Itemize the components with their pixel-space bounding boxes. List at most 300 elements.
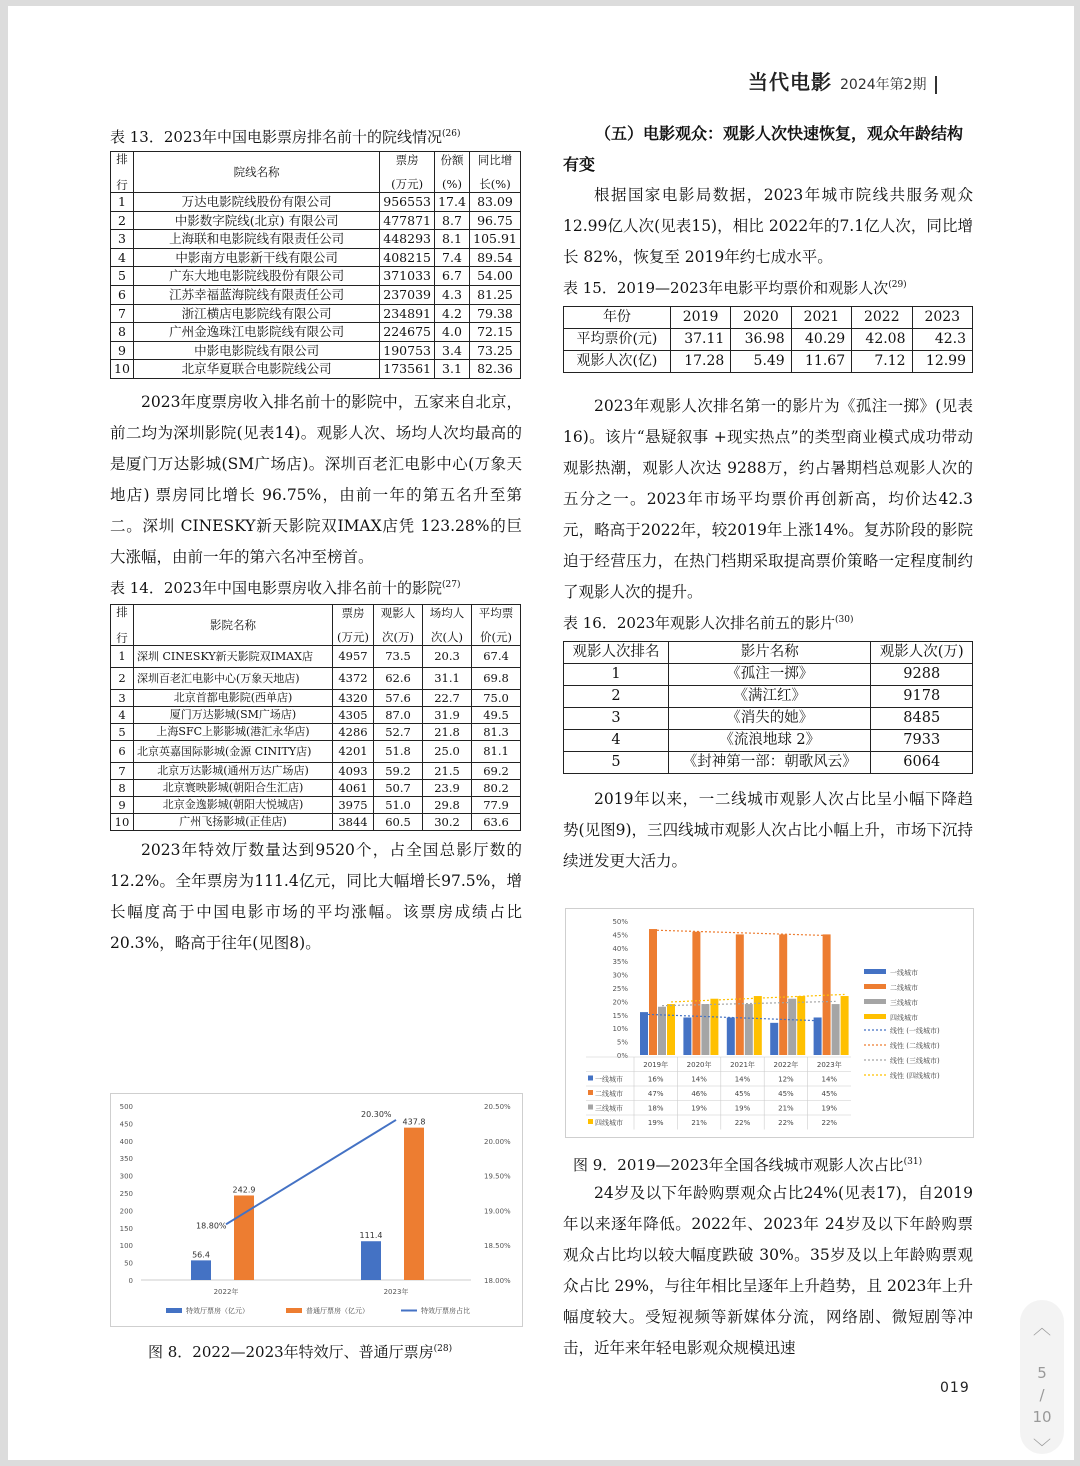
table-cell: 中影南方电影新干线有限公司 xyxy=(134,248,380,267)
table-cell: 深圳百老汇电影中心(万象天地店) xyxy=(134,667,333,689)
table-cell: 49.5 xyxy=(472,706,521,723)
para-city-tiers: 2019年以来，一二线城市观影人次占比呈小幅下降趋势(见图9)，三四线城市观影人次占比小幅上升，市场下沉持续迸发更大活力。 xyxy=(563,790,973,870)
table-series-label: 四线城市 xyxy=(595,1119,623,1127)
magazine-header xyxy=(748,66,937,95)
table-cell: 29.8 xyxy=(423,796,472,813)
table-cell: 平均票价(元) xyxy=(564,329,671,351)
prev-page-icon[interactable]: ︿ xyxy=(1033,1318,1051,1339)
table-header-cell: 影片名称 xyxy=(669,642,871,664)
table-cell: 2 xyxy=(111,211,134,230)
table-cell: 5 xyxy=(111,267,134,286)
table-row xyxy=(564,730,973,752)
table-header-cell: 2019 xyxy=(670,307,730,329)
figure9-chart xyxy=(565,908,974,1138)
table-cell: 深圳 CINESKY新天影院双IMAX店 xyxy=(134,645,333,667)
bar-3 xyxy=(754,996,762,1055)
table-cell: 52.7 xyxy=(374,723,423,740)
table-row xyxy=(111,813,521,830)
table-cell: 4093 xyxy=(333,762,374,779)
y-tick-label: 20% xyxy=(612,998,628,1007)
bar-0 xyxy=(814,1017,822,1055)
table-cell: 4.2 xyxy=(435,304,470,323)
table-cell: 江苏幸福蓝海院线有限责任公司 xyxy=(134,285,380,304)
table-cell: 7 xyxy=(111,762,134,779)
figure8-chart xyxy=(110,1093,523,1327)
table-cell: 北京万达影城(通州万达广场店) xyxy=(134,762,333,779)
table-cell: 224675 xyxy=(380,323,435,342)
bar-special xyxy=(191,1260,211,1280)
table-cell: 上海联和电影院线有限责任公司 xyxy=(134,230,380,249)
table-value: 19% xyxy=(734,1104,751,1113)
table-swatch xyxy=(588,1119,593,1124)
bar-1 xyxy=(823,934,831,1055)
table-row xyxy=(111,285,521,304)
y-tick-label: 5% xyxy=(616,1038,628,1047)
line-label: 20.30% xyxy=(361,1109,392,1119)
total-pages: 10 xyxy=(1032,1408,1052,1426)
para-age: 24岁及以下年龄购票观众占比24%(见表17)，自2019年以来逐年降低。2022年、2023年 24岁及以下年龄购票观众占比均以较大幅度跌破 30%。35岁及以上年龄购票观众占比 29%，与往年相比呈逐年上升趋势，且 2023年上升幅度较大。受短视频等新媒体分流，网络剧、微短剧等冲击，近年来年轻电影观众规模迅速 xyxy=(563,1184,973,1357)
table-series-label: 三线城市 xyxy=(595,1104,623,1113)
table-cell: 87.0 xyxy=(374,706,423,723)
legend-swatch xyxy=(864,969,886,974)
table-cell: 4957 xyxy=(333,645,374,667)
table-cell: 51.0 xyxy=(374,796,423,813)
table-cell: 9178 xyxy=(871,686,973,708)
y-tick-label: 400 xyxy=(119,1137,133,1146)
table-value: 16% xyxy=(647,1075,664,1084)
table-cell: 《孤注一掷》 xyxy=(669,664,871,686)
data-label: 242.9 xyxy=(232,1185,256,1195)
y-tick-label: 250 xyxy=(119,1190,133,1198)
data-label: 437.8 xyxy=(402,1117,426,1127)
bar-3 xyxy=(710,999,718,1055)
y-tick-label: 100 xyxy=(119,1242,133,1251)
y-tick-label: 10% xyxy=(612,1025,628,1034)
table-row xyxy=(564,664,973,686)
table-cell: 89.54 xyxy=(470,248,521,267)
issue-label: 2024年第2期 xyxy=(840,77,927,93)
table-cell: 67.4 xyxy=(472,645,521,667)
table-value: 21% xyxy=(778,1104,794,1113)
table-cell: 1 xyxy=(111,193,134,212)
table-row xyxy=(564,329,973,351)
x-tick-label: 2023年 xyxy=(383,1288,409,1296)
table-cell: 82.36 xyxy=(470,360,521,379)
table-value: 22% xyxy=(778,1119,794,1127)
table-cell: 80.2 xyxy=(472,779,521,796)
table-row xyxy=(111,740,521,762)
y-tick-label: 35% xyxy=(612,958,628,967)
table-cell: 3 xyxy=(111,689,134,706)
table-cell: 60.5 xyxy=(374,813,423,830)
table-cell: 4305 xyxy=(333,706,374,723)
table-cell: 中影数字院线(北京) 有限公司 xyxy=(134,211,380,230)
table-cell: 4 xyxy=(564,730,669,752)
table-cell: 6064 xyxy=(871,752,973,774)
para-audience: 根据国家电影局数据，2023年城市院线共服务观众 12.99亿人次(见表15)，相比 2022年的7.1亿人次，同比增长 82%，恢复至 2019年约七成水平。 xyxy=(563,186,973,266)
table-cell: 观影人次(亿) xyxy=(564,351,671,373)
table-cell: 7.4 xyxy=(435,248,470,267)
table-cell: 3 xyxy=(564,708,669,730)
table-swatch xyxy=(588,1105,593,1110)
table-cell: 广东大地电影院线股份有限公司 xyxy=(134,267,380,286)
table-cell: 11.67 xyxy=(791,351,851,373)
x-tick-label: 2021年 xyxy=(730,1061,755,1069)
y2-tick-label: 19.50% xyxy=(484,1172,511,1181)
bar-1 xyxy=(736,934,744,1055)
table-row xyxy=(564,752,973,774)
table-cell: 5.49 xyxy=(731,351,791,373)
table-swatch xyxy=(588,1090,593,1095)
bar-0 xyxy=(727,1017,735,1055)
bar-2 xyxy=(658,1007,666,1055)
table-header-cell: 2022 xyxy=(852,307,912,329)
table-cell: 23.9 xyxy=(423,779,472,796)
legend-swatch xyxy=(864,999,886,1004)
table-cell: 956553 xyxy=(380,193,435,212)
table-cell: 54.00 xyxy=(470,267,521,286)
legend-label: 线性 (三线城市) xyxy=(890,1057,940,1065)
table-row xyxy=(111,248,521,267)
table-cell: 《消失的她》 xyxy=(669,708,871,730)
table-row xyxy=(111,796,521,813)
table-cell: 59.2 xyxy=(374,762,423,779)
table-cell: 81.1 xyxy=(472,740,521,762)
table-cell: 69.8 xyxy=(472,667,521,689)
table-cell: 北京首都电影院(西单店) xyxy=(134,689,333,706)
bar-normal xyxy=(404,1128,424,1280)
legend-label: 特效厅票房（亿元） xyxy=(186,1307,249,1315)
bar-3 xyxy=(797,996,805,1055)
table-cell: 10 xyxy=(111,360,134,379)
right-column xyxy=(563,118,973,877)
data-label: 111.4 xyxy=(359,1231,383,1241)
table-header-cell: 年份 xyxy=(564,307,671,329)
table-cell: 477871 xyxy=(380,211,435,230)
table-row xyxy=(111,267,521,286)
line-label: 18.80% xyxy=(196,1221,227,1231)
y-tick-label: 450 xyxy=(119,1120,133,1129)
y2-tick-label: 18.00% xyxy=(484,1277,511,1285)
table-row xyxy=(111,193,521,212)
table-cell: 《满江红》 xyxy=(669,686,871,708)
table-cell: 北京金逸影城(朝阳大悦城店) xyxy=(134,796,333,813)
y-tick-label: 500 xyxy=(119,1103,133,1111)
bar-2 xyxy=(745,1004,753,1055)
table-cell: 42.08 xyxy=(852,329,912,351)
table-swatch xyxy=(588,1076,593,1081)
bar-0 xyxy=(683,1017,691,1055)
legend-label: 三线城市 xyxy=(890,999,918,1007)
table-cell: 广州金逸珠江电影院线有限公司 xyxy=(134,323,380,342)
table-cell: 57.6 xyxy=(374,689,423,706)
table-cell: 《流浪地球 2》 xyxy=(669,730,871,752)
table-cell: 9 xyxy=(111,341,134,360)
table-cell: 上海SFC上影影城(港汇永华店) xyxy=(134,723,333,740)
y-tick-label: 50% xyxy=(612,918,628,926)
table15 xyxy=(563,306,973,373)
table16 xyxy=(563,641,973,774)
table-row xyxy=(111,689,521,706)
table-cell: 30.2 xyxy=(423,813,472,830)
table-row xyxy=(564,686,973,708)
table-cell: 万达电影院线股份有限公司 xyxy=(134,193,380,212)
y2-tick-label: 20.00% xyxy=(484,1137,511,1146)
y-tick-label: 40% xyxy=(612,944,628,953)
figure9-svg xyxy=(566,909,973,1137)
table13-caption: 表 13．2023年中国电影票房排名前十的院线情况$^{(26)}$ xyxy=(110,128,461,146)
table-cell: 62.6 xyxy=(374,667,423,689)
table-cell: 79.38 xyxy=(470,304,521,323)
legend-label: 四线城市 xyxy=(890,1014,918,1022)
table-cell: 3.1 xyxy=(435,360,470,379)
table-cell: 9288 xyxy=(871,664,973,686)
table-cell: 5 xyxy=(111,723,134,740)
y-tick-label: 200 xyxy=(119,1207,133,1216)
table-cell: 4286 xyxy=(333,723,374,740)
magazine-title: 当代电影 xyxy=(748,70,832,94)
para-top-film: 2023年观影人次排名第一的影片为《孤注一掷》(见表16)。该片“悬疑叙事 +现实热点”的类型商业模式成功带动观影热潮，观影人次达 9288万，约占暑期档总观影人次的五分之一。2023年市场平均票价再创新高，均价达42.3元，略高于2022年，较2019年上涨14%。复苏阶段的影院迫于经营压力，在热门档期采取提高票价策略一定程度制约了观影人次的提升。 xyxy=(563,397,973,601)
y-tick-label: 350 xyxy=(119,1155,133,1164)
table-header-row: 排 行 影院名称 票房 (万元) 观影人 次(万) 场均人 次(人) 平均票 价(元) xyxy=(111,604,521,645)
table-cell: 12.99 xyxy=(912,351,972,373)
y2-tick-label: 20.50% xyxy=(484,1103,511,1111)
bar-0 xyxy=(640,1012,648,1055)
table-cell: 21.5 xyxy=(423,762,472,779)
table-cell: 10 xyxy=(111,813,134,830)
y-tick-label: 25% xyxy=(612,985,628,993)
table-cell: 63.6 xyxy=(472,813,521,830)
table-cell: 《封神第一部：朝歌风云》 xyxy=(669,752,871,774)
table-cell: 96.75 xyxy=(470,211,521,230)
table16-caption: 表 16．2023年观影人次排名前五的影片$^{(30)}$ xyxy=(563,614,854,632)
header-divider xyxy=(935,76,937,94)
table-value: 19% xyxy=(821,1104,838,1113)
page-navigator xyxy=(1020,1300,1064,1459)
table-value: 22% xyxy=(734,1119,751,1127)
table-header-row xyxy=(564,642,973,664)
page-separator: / xyxy=(1039,1386,1045,1404)
next-page-icon[interactable]: ﹀ xyxy=(1033,1438,1051,1459)
bar-1 xyxy=(779,934,787,1055)
table-cell: 7.12 xyxy=(852,351,912,373)
table-header-cell: 2023 xyxy=(912,307,972,329)
table-cell: 6 xyxy=(111,740,134,762)
table-value: 45% xyxy=(734,1090,751,1098)
legend-swatch xyxy=(864,984,886,989)
table-cell: 371033 xyxy=(380,267,435,286)
table-value: 18% xyxy=(647,1104,664,1113)
table-cell: 4201 xyxy=(333,740,374,762)
x-tick-label: 2023年 xyxy=(816,1061,842,1069)
x-tick-label: 2019年 xyxy=(643,1061,669,1069)
table-cell: 4320 xyxy=(333,689,374,706)
table-row xyxy=(111,762,521,779)
legend-label: 线性 (四线城市) xyxy=(890,1072,940,1080)
table-row xyxy=(111,230,521,249)
table-row xyxy=(111,723,521,740)
table-cell: 6.7 xyxy=(435,267,470,286)
table-cell: 25.0 xyxy=(423,740,472,762)
table-cell: 广州飞扬影城(正佳店) xyxy=(134,813,333,830)
table-value: 22% xyxy=(821,1119,838,1127)
legend-label: 一线城市 xyxy=(890,969,918,977)
table-value: 19% xyxy=(647,1119,664,1127)
bar-2 xyxy=(788,999,796,1055)
legend-label: 二线城市 xyxy=(890,984,918,992)
table-row xyxy=(111,779,521,796)
table-cell: 8 xyxy=(111,779,134,796)
table-cell: 20.3 xyxy=(423,645,472,667)
table-cell: 1 xyxy=(111,645,134,667)
y-tick-label: 0 xyxy=(128,1277,133,1285)
legend-label: 特效厅票房占比 xyxy=(421,1307,470,1315)
table-row xyxy=(564,708,973,730)
table-value: 12% xyxy=(778,1075,794,1084)
table-value: 47% xyxy=(647,1090,664,1098)
figure8-caption: 图 8．2022—2023年特效厅、普通厅票房$^{(28)}$ xyxy=(148,1343,453,1361)
table-row xyxy=(111,341,521,360)
figure8-svg xyxy=(111,1094,522,1326)
table-cell: 69.2 xyxy=(472,762,521,779)
table-cell: 3975 xyxy=(333,796,374,813)
table-cell: 4061 xyxy=(333,779,374,796)
legend-label: 线性 (一线城市) xyxy=(890,1027,940,1035)
table-cell: 37.11 xyxy=(670,329,730,351)
table-cell: 73.5 xyxy=(374,645,423,667)
x-tick-label: 2020年 xyxy=(686,1061,712,1069)
table-cell: 7933 xyxy=(871,730,973,752)
table-header-cell: 2020 xyxy=(731,307,791,329)
table-value: 14% xyxy=(691,1075,707,1084)
legend-swatch xyxy=(864,1014,886,1019)
bar-2 xyxy=(832,1004,840,1055)
table-cell: 1 xyxy=(564,664,669,686)
table-value: 45% xyxy=(821,1090,838,1098)
table-cell: 北京华夏联合电影院线公司 xyxy=(134,360,380,379)
table-value: 46% xyxy=(691,1090,707,1098)
table-cell: 6 xyxy=(111,285,134,304)
table-row xyxy=(111,667,521,689)
table-cell: 4 xyxy=(111,706,134,723)
table-header-cell: 观影人次排名 xyxy=(564,642,669,664)
y2-tick-label: 19.00% xyxy=(484,1207,511,1216)
table-cell: 73.25 xyxy=(470,341,521,360)
table-cell: 4.0 xyxy=(435,323,470,342)
table-cell: 7 xyxy=(111,304,134,323)
table-cell: 81.25 xyxy=(470,285,521,304)
y-tick-label: 0% xyxy=(616,1052,628,1060)
table-cell: 浙江横店电影院线有限公司 xyxy=(134,304,380,323)
table-header-row xyxy=(564,307,973,329)
table-cell: 北京寰映影城(朝阳合生汇店) xyxy=(134,779,333,796)
table-cell: 234891 xyxy=(380,304,435,323)
table-cell: 173561 xyxy=(380,360,435,379)
table-cell: 北京英嘉国际影城(金源 CINITY店) xyxy=(134,740,333,762)
table-cell: 36.98 xyxy=(731,329,791,351)
table-cell: 51.8 xyxy=(374,740,423,762)
table-cell: 2 xyxy=(564,686,669,708)
table-cell: 3844 xyxy=(333,813,374,830)
table14-caption: 表 14．2023年中国电影票房收入排名前十的影院$^{(27)}$ xyxy=(110,578,461,597)
table-cell: 42.3 xyxy=(912,329,972,351)
y-tick-label: 15% xyxy=(612,1011,628,1020)
table-header-cell: 2021 xyxy=(791,307,851,329)
data-label: 56.4 xyxy=(192,1250,210,1260)
table-cell: 9 xyxy=(111,796,134,813)
table-cell: 22.7 xyxy=(423,689,472,706)
table-cell: 50.7 xyxy=(374,779,423,796)
bar-special xyxy=(361,1241,381,1280)
x-tick-label: 2022年 xyxy=(773,1061,799,1069)
table-cell: 21.8 xyxy=(423,723,472,740)
bar-3 xyxy=(667,1004,675,1055)
y-tick-label: 300 xyxy=(119,1172,133,1181)
table-row xyxy=(111,323,521,342)
table-series-label: 二线城市 xyxy=(595,1090,623,1098)
figure9-caption: 图 9．2019—2023年全国各线城市观影人次占比$^{(31)}$ xyxy=(573,1156,923,1174)
y-tick-label: 45% xyxy=(612,931,628,940)
table-cell: 3.4 xyxy=(435,341,470,360)
bar-0 xyxy=(770,1023,778,1055)
table-cell: 77.9 xyxy=(472,796,521,813)
legend-label: 线性 (二线城市) xyxy=(890,1042,940,1050)
table-header-cell: 观影人次(万) xyxy=(871,642,973,664)
y-tick-label: 30% xyxy=(612,971,628,980)
legend-swatch xyxy=(166,1308,182,1313)
share-line xyxy=(226,1120,396,1224)
para-special-halls: 2023年特效厅数量达到9520个，占全国总影厅数的12.2%。全年票房为111.4亿元，同比大幅增长97.5%，增长幅度高于中国电影市场的平均涨幅。该票房成绩占比 20.3%，略高于往年(见图8)。 xyxy=(110,840,522,952)
table-cell: 81.3 xyxy=(472,723,521,740)
table-value: 21% xyxy=(691,1119,707,1127)
para-cinemas: 2023年度票房收入排名前十的影院中，五家来自北京，前二均为深圳影院(见表14)。观影人次、场均人次均最高的是厦门万达影城(SM广场店)。深圳百老汇电影中心(万象天地店) 票房同比增长 96.75%，由前一年的第五名升至第二。深圳 CINESKY新天影院双IMAX店凭 123.28%的巨大涨幅，由前一年的第六名冲至榜首。 xyxy=(110,392,522,566)
table14 xyxy=(110,604,521,831)
table15-caption: 表 15．2019—2023年电影平均票价和观影人次$^{(29)}$ xyxy=(563,279,907,297)
y-tick-label: 150 xyxy=(119,1224,133,1233)
table-cell: 4372 xyxy=(333,667,374,689)
x-tick-label: 2022年 xyxy=(213,1288,239,1296)
table-cell: 8.7 xyxy=(435,211,470,230)
table-row xyxy=(111,645,521,667)
table-cell: 8 xyxy=(111,323,134,342)
section-heading: （五）电影观众：观影人次快速恢复，观众年龄结构有变 xyxy=(563,124,964,174)
left-column xyxy=(110,122,522,959)
table-cell: 4.3 xyxy=(435,285,470,304)
y-tick-label: 50 xyxy=(124,1259,133,1268)
table-cell: 190753 xyxy=(380,341,435,360)
table-cell: 8.1 xyxy=(435,230,470,249)
table-value: 45% xyxy=(778,1090,794,1098)
table-row xyxy=(564,351,973,373)
table-cell: 40.29 xyxy=(791,329,851,351)
bar-2 xyxy=(701,1004,709,1055)
legend-label: 普通厅票房（亿元） xyxy=(306,1307,369,1315)
table-cell: 3 xyxy=(111,230,134,249)
table-cell: 17.28 xyxy=(670,351,730,373)
table-row xyxy=(111,360,521,379)
table-cell: 237039 xyxy=(380,285,435,304)
table-cell: 75.0 xyxy=(472,689,521,706)
table-cell: 4 xyxy=(111,248,134,267)
table-row xyxy=(111,706,521,723)
table-value: 14% xyxy=(734,1075,751,1084)
table-cell: 105.91 xyxy=(470,230,521,249)
y2-tick-label: 18.50% xyxy=(484,1242,511,1251)
bar-1 xyxy=(649,929,657,1055)
table-cell: 31.1 xyxy=(423,667,472,689)
page-number: 019 xyxy=(940,1380,970,1396)
table-series-label: 一线城市 xyxy=(595,1075,623,1084)
